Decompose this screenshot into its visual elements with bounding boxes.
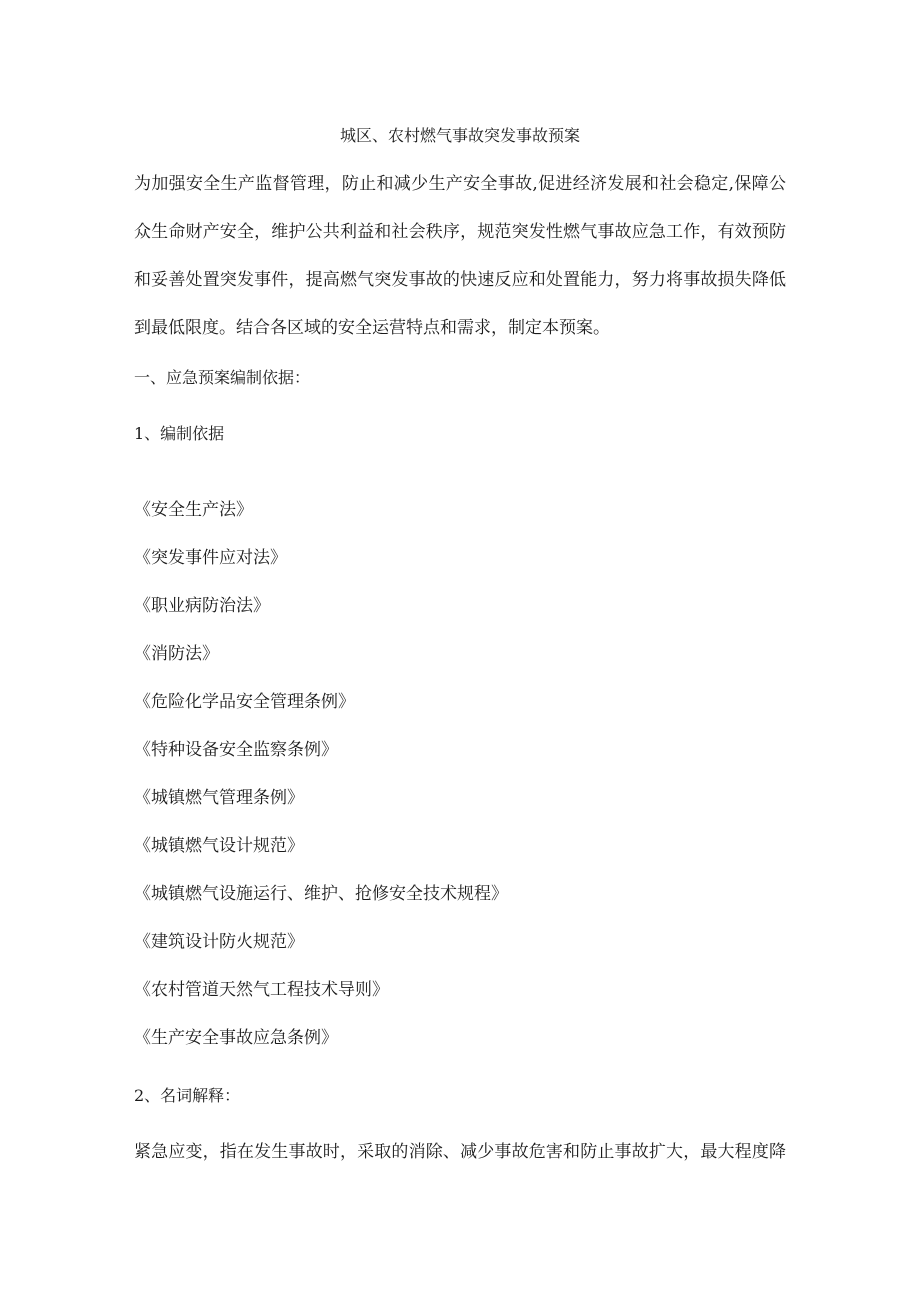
intro-line-4: 到最低限度。结合各区域的安全运营特点和需求，制定本预案。 bbox=[134, 318, 610, 338]
law-item: 《危险化学品安全管理条例》 bbox=[134, 692, 355, 712]
law-item: 《特种设备安全监察条例》 bbox=[134, 740, 338, 760]
subsection-heading: 2、名词解释： bbox=[134, 1086, 241, 1105]
law-item: 《城镇燃气设施运行、维护、抢修安全技术规程》 bbox=[134, 884, 508, 904]
intro-line-2: 众生命财产安全，维护公共利益和社会秩序，规范突发性燃气事故应急工作，有效预防 bbox=[134, 222, 786, 242]
law-item: 《职业病防治法》 bbox=[134, 596, 270, 616]
law-item: 《生产安全事故应急条例》 bbox=[134, 1028, 338, 1048]
law-item: 《建筑设计防火规范》 bbox=[134, 932, 304, 952]
intro-line-1: 为加强安全生产监督管理，防止和减少生产安全事故,促进经济发展和社会稳定,保障公 bbox=[134, 174, 786, 194]
definition-line: 紧急应变，指在发生事故时，采取的消除、减少事故危害和防止事故扩大，最大程度降 bbox=[134, 1142, 786, 1162]
section-heading: 一、应急预案编制依据： bbox=[134, 368, 311, 387]
law-item: 《城镇燃气设计规范》 bbox=[134, 836, 304, 856]
law-item: 《城镇燃气管理条例》 bbox=[134, 788, 304, 808]
intro-line-3: 和妥善处置突发事件，提高燃气突发事故的快速反应和处置能力，努力将事故损失降低 bbox=[134, 270, 786, 290]
law-item: 《突发事件应对法》 bbox=[134, 548, 287, 568]
subsection-heading: 1、编制依据 bbox=[134, 424, 225, 443]
law-item: 《消防法》 bbox=[134, 644, 219, 664]
document-title: 城区、农村燃气事故突发事故预案 bbox=[339, 126, 580, 145]
law-item: 《农村管道天然气工程技术导则》 bbox=[134, 980, 389, 1000]
law-item: 《安全生产法》 bbox=[134, 500, 253, 520]
